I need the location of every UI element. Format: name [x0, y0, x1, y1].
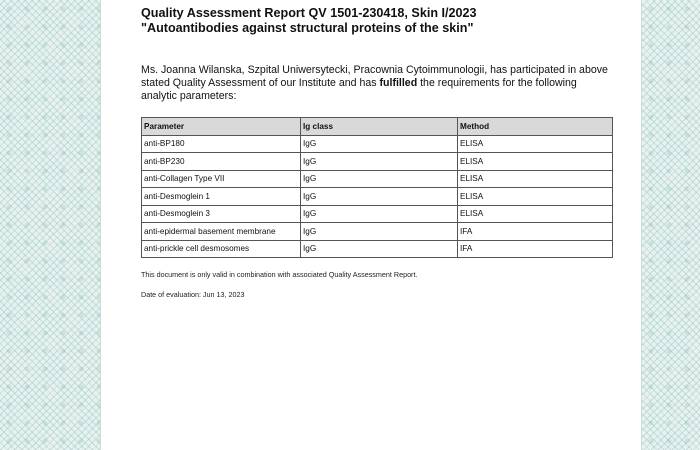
report-title: Quality Assessment Report QV 1501-230418, Skin I/2023: [141, 6, 477, 20]
evaluation-date: Date of evaluation: Jun 13, 2023: [141, 290, 245, 299]
header-parameter: Parameter: [142, 118, 301, 136]
report-subtitle: "Autoantibodies against structural proteins of the skin": [141, 21, 474, 35]
table-row: [142, 188, 613, 206]
participation-statement: [141, 64, 613, 103]
table-row: [142, 240, 613, 258]
cell-method: ELISA: [458, 153, 613, 171]
cell-parameter: anti-BP230: [142, 153, 301, 171]
cell-parameter: anti-Desmoglein 3: [142, 205, 301, 223]
header-method: Method: [458, 118, 613, 136]
validity-note: This document is only valid in combination with associated Quality Assessment Report.: [141, 270, 418, 279]
table-header-row: [142, 118, 613, 136]
cell-ig-class: IgG: [301, 153, 458, 171]
cell-ig-class: IgG: [301, 135, 458, 153]
cell-ig-class: IgG: [301, 170, 458, 188]
cell-method: ELISA: [458, 188, 613, 206]
certificate-content: [141, 0, 613, 299]
statement-emphasis: fulfilled: [379, 77, 418, 89]
cell-method: ELISA: [458, 170, 613, 188]
statement-text-start: Ms. Joanna Wilanska, Szpital Uniwersytecki, Pracownia Cytoimmunologii, has participated in above stated Quality Assessment of our Institute and has: [141, 64, 608, 89]
right-decorative-border: [641, 0, 700, 450]
cell-method: ELISA: [458, 205, 613, 223]
table-row: [142, 170, 613, 188]
cell-ig-class: IgG: [301, 205, 458, 223]
statement-text-end: the requirements for the following analytic parameters:: [141, 77, 577, 102]
table-row: [142, 135, 613, 153]
cell-parameter: anti-Desmoglein 1: [142, 188, 301, 206]
cell-parameter: anti-epidermal basement membrane: [142, 223, 301, 241]
cell-method: IFA: [458, 240, 613, 258]
cell-ig-class: IgG: [301, 223, 458, 241]
cell-parameter: anti-BP180: [142, 135, 301, 153]
cell-ig-class: IgG: [301, 240, 458, 258]
cell-parameter: anti-Collagen Type VII: [142, 170, 301, 188]
cell-parameter: anti-prickle cell desmosomes: [142, 240, 301, 258]
cell-method: IFA: [458, 223, 613, 241]
table-row: [142, 223, 613, 241]
table-row: [142, 205, 613, 223]
header-ig-class: Ig class: [301, 118, 458, 136]
parameters-table: [141, 117, 613, 258]
cell-method: ELISA: [458, 135, 613, 153]
table-row: [142, 153, 613, 171]
cell-ig-class: IgG: [301, 188, 458, 206]
left-decorative-border: [0, 0, 101, 450]
